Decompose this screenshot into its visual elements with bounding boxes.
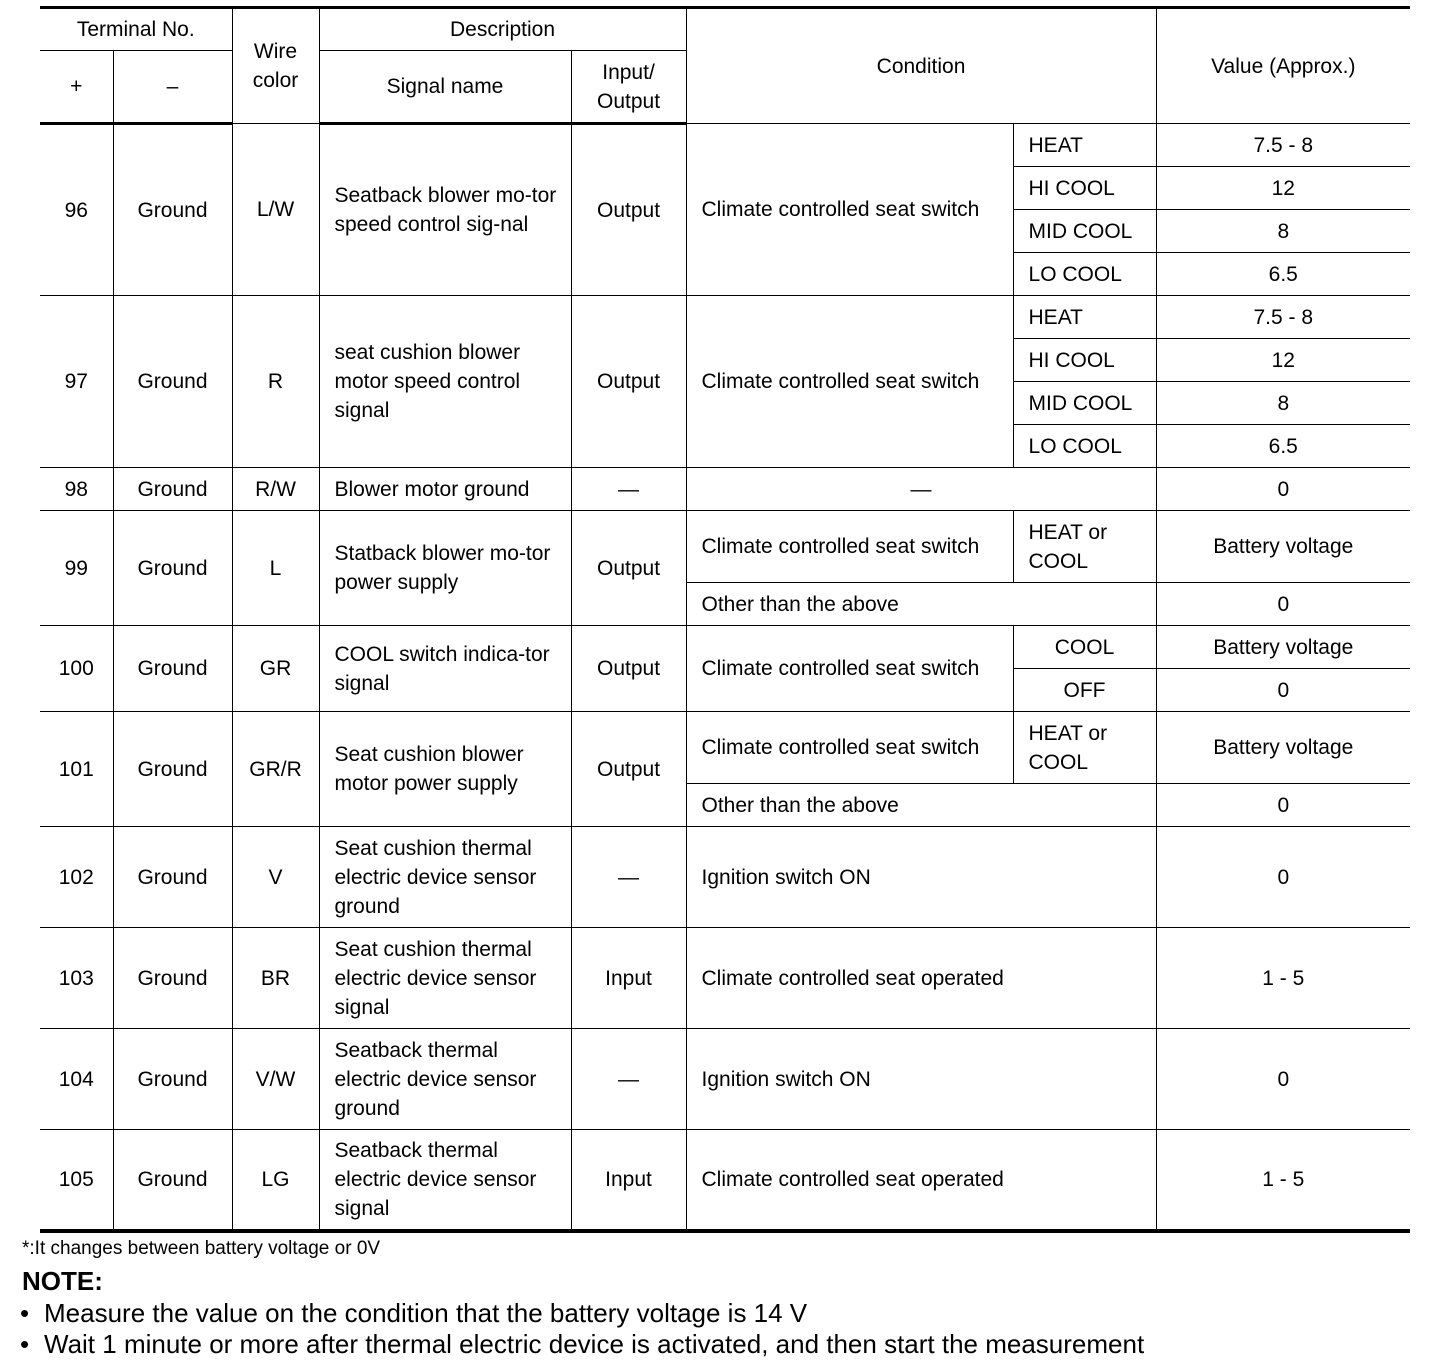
switch-state: HI COOL — [1013, 167, 1156, 210]
value: 6.5 — [1156, 253, 1410, 296]
switch-state: HEAT or COOL — [1013, 511, 1156, 583]
condition: Climate controlled seat operated — [686, 928, 1156, 1029]
input-output: — — [571, 1029, 686, 1130]
header-wire-color: Wire color — [232, 8, 319, 124]
value: 0 — [1156, 468, 1410, 511]
terminal-plus: 102 — [40, 827, 113, 928]
switch-state: OFF — [1013, 669, 1156, 712]
switch-state: COOL — [1013, 626, 1156, 669]
condition: Climate controlled seat switch — [686, 296, 1013, 468]
signal-name: COOL switch indica-tor signal — [319, 626, 571, 712]
footnote: *:It changes between battery voltage or 0V — [22, 1238, 381, 1259]
switch-state: HEAT — [1013, 296, 1156, 339]
input-output: Output — [571, 124, 686, 296]
condition: Climate controlled seat operated — [686, 1130, 1156, 1231]
value: 8 — [1156, 210, 1410, 253]
wire-color: BR — [232, 928, 319, 1029]
terminal-minus: Ground — [113, 626, 232, 712]
terminal-spec-table — [40, 6, 1410, 1233]
value: 1 - 5 — [1156, 928, 1410, 1029]
value: 0 — [1156, 827, 1410, 928]
switch-state: HEAT or COOL — [1013, 712, 1156, 784]
terminal-minus: Ground — [113, 296, 232, 468]
wire-color: V — [232, 827, 319, 928]
condition: Climate controlled seat switch — [686, 626, 1013, 712]
terminal-plus: 105 — [40, 1130, 113, 1231]
bullet-icon: • — [20, 1329, 30, 1359]
terminal-minus: Ground — [113, 1130, 232, 1231]
wire-color: GR — [232, 626, 319, 712]
value: 0 — [1156, 583, 1410, 626]
value: 7.5 - 8 — [1156, 296, 1410, 339]
terminal-plus: 99 — [40, 511, 113, 626]
note-item: • Wait 1 minute or more after thermal electric device is activated, and then start the measurement — [20, 1329, 1145, 1359]
value: 12 — [1156, 167, 1410, 210]
note-item: • Measure the value on the condition that the battery voltage is 14 V — [20, 1298, 808, 1328]
signal-name: Blower motor ground — [319, 468, 571, 511]
terminal-plus: 104 — [40, 1029, 113, 1130]
value: 12 — [1156, 339, 1410, 382]
signal-name: Seat cushion thermal electric device sensor signal — [319, 928, 571, 1029]
switch-state: LO COOL — [1013, 425, 1156, 468]
switch-state: HI COOL — [1013, 339, 1156, 382]
value: Battery voltage — [1156, 511, 1410, 583]
terminal-minus: Ground — [113, 827, 232, 928]
condition: — — [686, 468, 1156, 511]
input-output: Output — [571, 296, 686, 468]
signal-name: Statback blower mo-tor power supply — [319, 511, 571, 626]
signal-name: Seatback thermal electric device sensor signal — [319, 1130, 571, 1231]
input-output: Output — [571, 712, 686, 827]
header-plus: + — [40, 51, 113, 124]
header-input-output: Input/ Output — [571, 51, 686, 124]
condition: Ignition switch ON — [686, 1029, 1156, 1130]
wire-color: V/W — [232, 1029, 319, 1130]
header-condition: Condition — [686, 8, 1156, 124]
wire-color: LG — [232, 1130, 319, 1231]
value: 6.5 — [1156, 425, 1410, 468]
terminal-minus: Ground — [113, 1029, 232, 1130]
value: 0 — [1156, 784, 1410, 827]
switch-state: LO COOL — [1013, 253, 1156, 296]
terminal-minus: Ground — [113, 928, 232, 1029]
input-output: Input — [571, 1130, 686, 1231]
condition-other: Other than the above — [686, 784, 1156, 827]
value: Battery voltage — [1156, 626, 1410, 669]
value: 8 — [1156, 382, 1410, 425]
value: 0 — [1156, 669, 1410, 712]
note-title: NOTE: — [22, 1266, 103, 1296]
bullet-icon: • — [20, 1298, 30, 1328]
terminal-minus: Ground — [113, 712, 232, 827]
condition-other: Other than the above — [686, 583, 1156, 626]
wire-color: R — [232, 296, 319, 468]
input-output: Output — [571, 626, 686, 712]
condition: Climate controlled seat switch — [686, 511, 1013, 583]
terminal-minus: Ground — [113, 468, 232, 511]
wire-color: L/W — [232, 124, 319, 296]
switch-state: HEAT — [1013, 124, 1156, 167]
terminal-plus: 100 — [40, 626, 113, 712]
terminal-plus: 97 — [40, 296, 113, 468]
condition: Climate controlled seat switch — [686, 712, 1013, 784]
input-output: — — [571, 827, 686, 928]
input-output: Input — [571, 928, 686, 1029]
header-signal-name: Signal name — [319, 51, 571, 124]
value: 1 - 5 — [1156, 1130, 1410, 1231]
header-terminal-no: Terminal No. — [40, 8, 232, 51]
wire-color: L — [232, 511, 319, 626]
terminal-minus: Ground — [113, 511, 232, 626]
header-value: Value (Approx.) — [1156, 8, 1410, 124]
switch-state: MID COOL — [1013, 210, 1156, 253]
value: Battery voltage — [1156, 712, 1410, 784]
wire-color: R/W — [232, 468, 319, 511]
condition: Climate controlled seat switch — [686, 124, 1013, 296]
header-description: Description — [319, 8, 686, 51]
signal-name: Seatback thermal electric device sensor ground — [319, 1029, 571, 1130]
input-output: Output — [571, 511, 686, 626]
value: 0 — [1156, 1029, 1410, 1130]
value: 7.5 - 8 — [1156, 124, 1410, 167]
signal-name: Seat cushion thermal electric device sensor ground — [319, 827, 571, 928]
header-minus: – — [113, 51, 232, 124]
terminal-plus: 96 — [40, 124, 113, 296]
input-output: — — [571, 468, 686, 511]
switch-state: MID COOL — [1013, 382, 1156, 425]
wire-color: GR/R — [232, 712, 319, 827]
note-list — [20, 1298, 1144, 1360]
signal-name: seat cushion blower motor speed control signal — [319, 296, 571, 468]
terminal-plus: 103 — [40, 928, 113, 1029]
condition: Ignition switch ON — [686, 827, 1156, 928]
terminal-minus: Ground — [113, 124, 232, 296]
signal-name: Seatback blower mo-tor speed control sig-nal — [319, 124, 571, 296]
signal-name: Seat cushion blower motor power supply — [319, 712, 571, 827]
terminal-plus: 98 — [40, 468, 113, 511]
terminal-plus: 101 — [40, 712, 113, 827]
